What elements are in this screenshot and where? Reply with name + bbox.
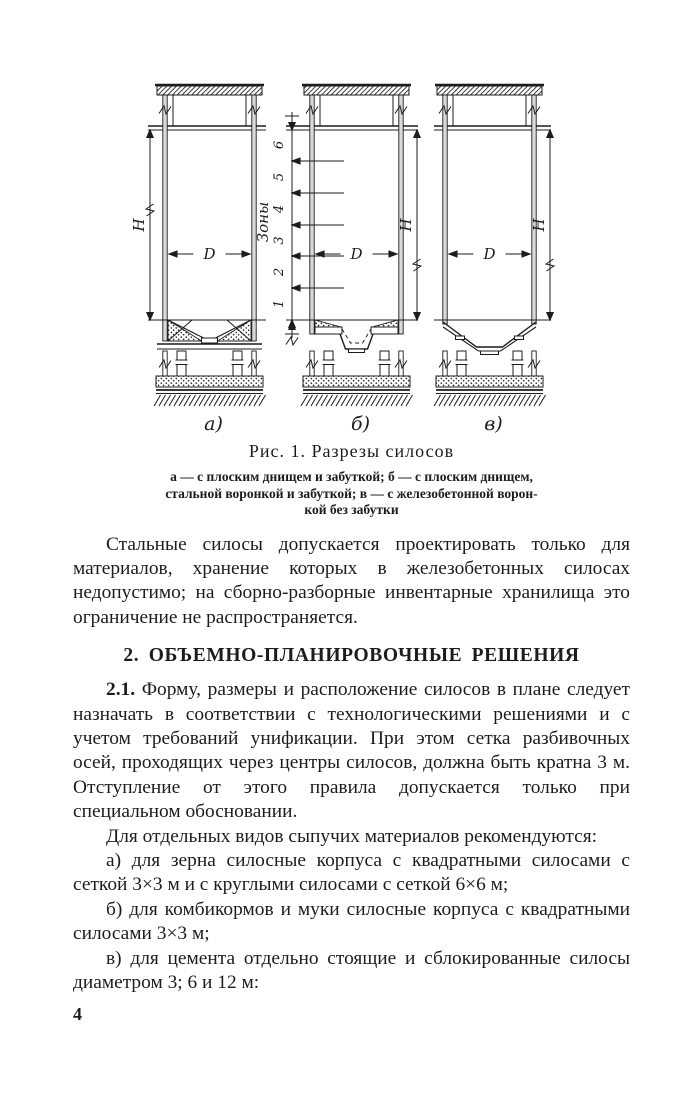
svg-text:6: 6 xyxy=(272,140,287,150)
paragraph-materials-intro: Для отдельных видов сыпучих материалов рекомендуются: xyxy=(106,825,598,847)
list-item-v: в) для цемента отдельно стоящие и сблокированные силосы диаметром 3; 6 и 12 м: xyxy=(73,947,630,993)
svg-text:5: 5 xyxy=(272,172,287,182)
figure-caption: Рис. 1. Разрезы силосов xyxy=(248,441,455,461)
svg-text:Н: Н xyxy=(130,218,148,232)
paragraph-2-1 xyxy=(73,678,630,824)
svg-text:3: 3 xyxy=(272,236,287,245)
list-item-b: б) для комбикормов и муки силосные корпуса с квадратными силосами 3×3 м; xyxy=(73,898,630,945)
svg-text:2: 2 xyxy=(272,267,287,277)
svg-text:D: D xyxy=(350,245,363,263)
figure-legend xyxy=(73,469,630,519)
text-column xyxy=(73,441,630,995)
clause-text: Форму, размеры и расположение силосов в плане следует назначать в соответствии с технологическими решениями и с учетом требований унификации. При этом сетка разбивочных осей, проходящих через центры силосов, должна быть кратна 3 м. Отступление от этого правила допускается только при специальном обосновании. xyxy=(73,679,630,823)
svg-text:Зоны: Зоны xyxy=(254,201,272,243)
figure-legend-line: кой без забутки xyxy=(304,502,399,517)
svg-text:а): а) xyxy=(204,413,223,435)
svg-text:б): б) xyxy=(350,413,371,435)
svg-text:в): в) xyxy=(484,413,503,435)
svg-text:Н: Н xyxy=(397,218,415,232)
svg-text:D: D xyxy=(483,245,496,263)
section-heading: 2. ОБЪЕМНО-ПЛАНИРОВОЧНЫЕ РЕШЕНИЯ xyxy=(123,645,580,667)
figure-silo-sections-drawing xyxy=(0,60,700,442)
svg-text:D: D xyxy=(203,245,216,263)
list-item-a: а) для зерна силосные корпуса с квадратными силосами с сеткой 3×3 м и с круглыми силосами с сеткой 6×6 м; xyxy=(73,849,630,896)
figure-legend-line: а — с плоским днищем и забуткой; б — с плоским днищем, xyxy=(170,469,533,484)
clause-number: 2.1. xyxy=(106,679,136,701)
paragraph-steel-silos: Стальные силосы допускается проектировать только для материалов, хранение которых в железобетонных силосах недопустимо; на сборно-разборные инвентарные хранилища это ограничение не распространяется. xyxy=(73,533,630,628)
figure-legend-line: стальной воронкой и забуткой; в — с железобетонной ворон- xyxy=(165,485,538,501)
svg-text:4: 4 xyxy=(272,204,287,214)
svg-text:1: 1 xyxy=(272,299,287,309)
page-number: 4 xyxy=(73,1004,82,1024)
body-text xyxy=(73,533,630,996)
svg-text:Н: Н xyxy=(530,218,548,232)
